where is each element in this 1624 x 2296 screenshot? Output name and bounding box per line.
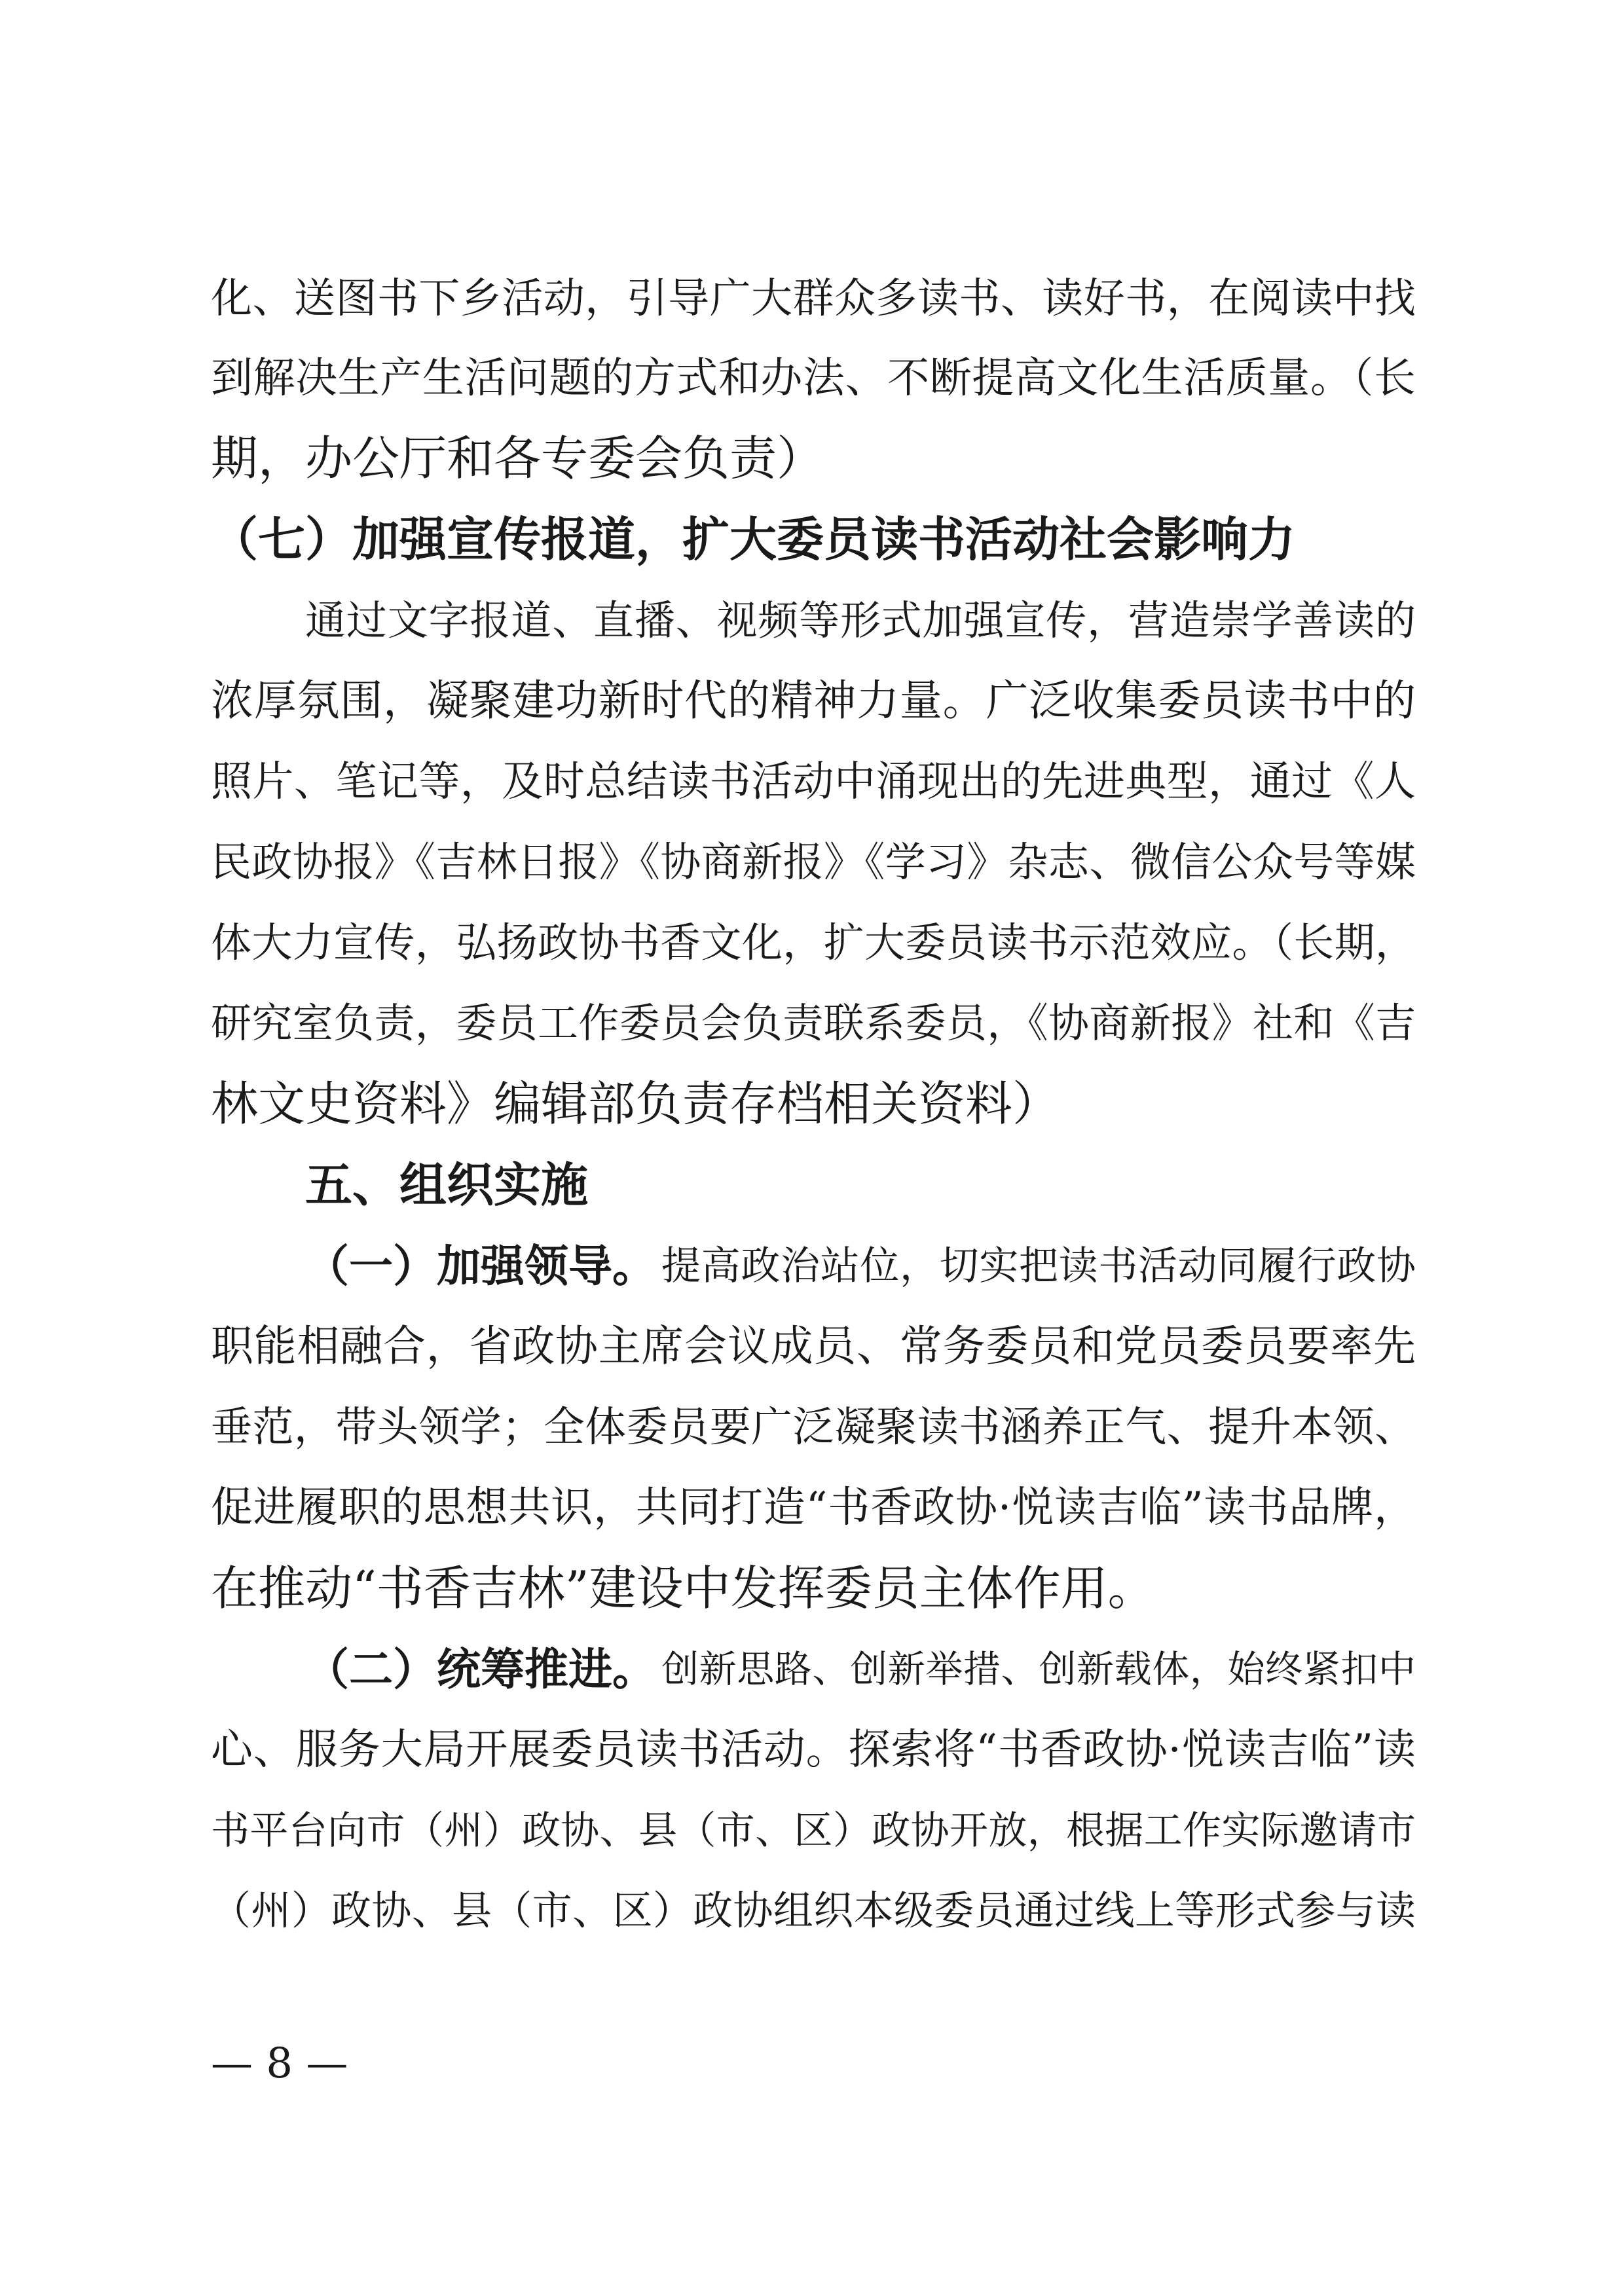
- body-line-6: 浓厚氛围，凝聚建功新时代的精神力量。广泛收集委员读书中的: [211, 676, 1416, 725]
- body-line-15: 垂范，带头领学；全体委员要广泛凝聚读书涵养正气、提升本领、: [211, 1403, 1416, 1451]
- paragraph-first-line: 通过文字报道、直播、视频等形式加强宣传，营造崇学善读的: [305, 596, 1416, 644]
- body-line-9: 体大力宣传，弘扬政协书香文化，扩大委员读书示范效应。（长期，: [211, 919, 1416, 966]
- subheading-strengthen-leadership: （一）加强领导。: [305, 1240, 656, 1292]
- body-line-14: 职能相融合，省政协主席会议成员、常务委员和党员委员要率先: [211, 1322, 1416, 1371]
- body-line-13: 提高政治站位，切实把读书活动同履行政协: [661, 1243, 1416, 1289]
- body-line-16: 促进履职的思想共识，共同打造“书香政协·悦读吉临”读书品牌，: [211, 1484, 1416, 1532]
- body-line-2: 到解决生产生活问题的方式和办法、不断提高文化生活质量。（长: [211, 354, 1416, 403]
- body-line-1: 化、送图书下乡活动，引导广大群众多读书、读好书，在阅读中找: [211, 274, 1416, 322]
- body-line-8: 民政协报》《吉林日报》《协商新报》《学习》杂志、微信公众号等媒: [211, 838, 1416, 886]
- body-line-7: 照片、笔记等，及时总结读书活动中涌现出的先进典型，通过《人: [211, 757, 1416, 805]
- body-line-17: 在推动“书香吉林”建设中发挥委员主体作用。: [211, 1561, 1155, 1616]
- page-number: — 8 —: [211, 2039, 348, 2088]
- body-line-20: 心、服务大局开展委员读书活动。探索将“书香政协·悦读吉临”读: [211, 1726, 1416, 1774]
- section-heading-7: （七）加强宣传报道，扩大委员读书活动社会影响力: [211, 511, 1296, 567]
- body-line-21: 书平台向市（州）政协、县（市、区）政协开放，根据工作实际邀请市: [211, 1808, 1416, 1853]
- subheading-coordinate-promote: （二）统筹推进。: [305, 1643, 656, 1695]
- body-line-10: 研究室负责，委员工作委员会负责联系委员，《协商新报》社和《吉: [211, 999, 1416, 1047]
- body-line-3: 期，办公厅和各专委会负责）: [211, 431, 824, 486]
- body-line-11: 林文史资料》编辑部负责存档相关资料）: [211, 1076, 1060, 1131]
- section-heading-five: 五、组织实施: [305, 1157, 589, 1212]
- body-line-19: 创新思路、创新举措、创新载体，始终紧扣中: [661, 1648, 1416, 1691]
- body-line-22: （州）政协、县（市、区）政协组织本级委员通过线上等形式参与读: [211, 1887, 1416, 1934]
